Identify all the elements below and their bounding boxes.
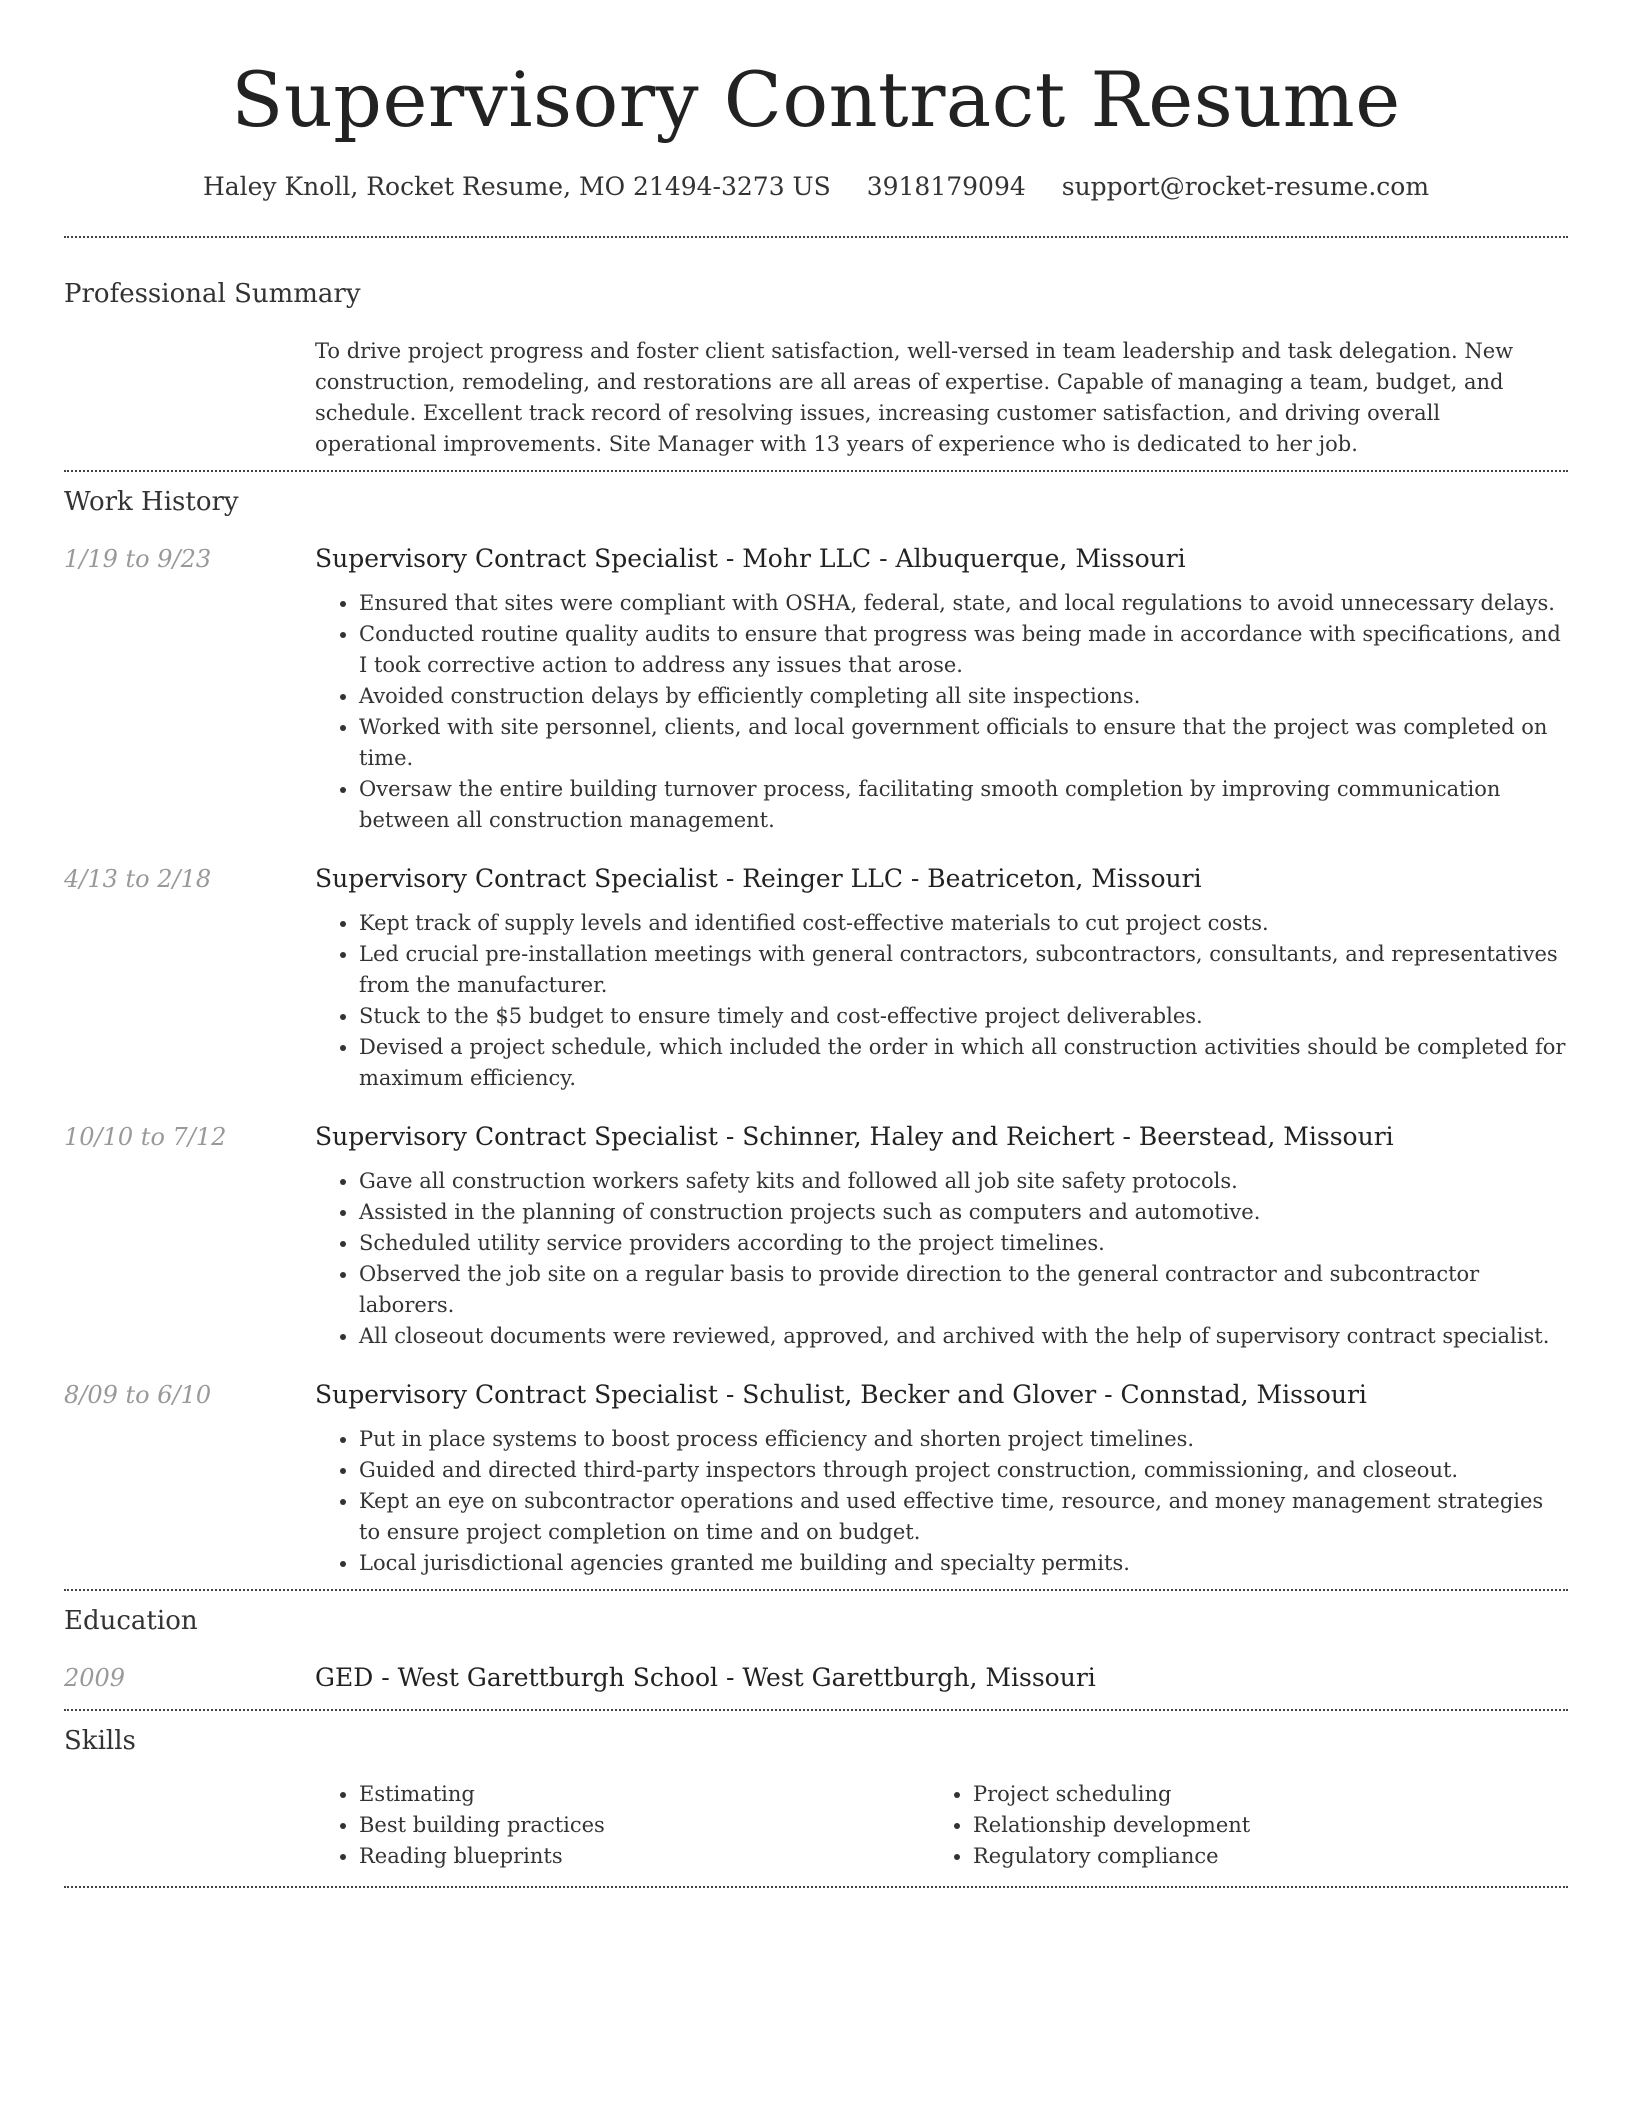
job-bullet: • Observed the job site on a regular basis to provide direction to the general contractor and subcontractor laborers. — [359, 1259, 1568, 1321]
education-heading: Education — [64, 1606, 198, 1636]
skill-item: • Estimating — [359, 1779, 929, 1810]
job-dates: 4/13 to 2/18 — [64, 865, 212, 893]
job-title: Supervisory Contract Specialist - Reinger LLC - Beatriceton, Missouri — [315, 864, 1202, 893]
summary-text: To drive project progress and foster client satisfaction, well-versed in team leadership and task delegation. New construction, remodeling, and restorations are all areas of expertise. Capable of managing a team, budget, and schedule. Excellent track record of resolving issues, increasing customer satisfaction, and driving overall operational improvements. Site Manager with 13 years of experience who is dedicated to her job. — [315, 339, 1514, 456]
contact-address: Haley Knoll, Rocket Resume, MO 21494-3273 US — [202, 172, 831, 201]
job-bullets — [315, 588, 1568, 836]
contact-email: support@rocket-resume.com — [1061, 172, 1430, 201]
job-bullet: • Avoided construction delays by efficiently completing all site inspections. — [359, 681, 1568, 712]
job-bullet: • Gave all construction workers safety kits and followed all job site safety protocols. — [359, 1166, 1568, 1197]
skill-item: • Regulatory compliance — [973, 1841, 1543, 1872]
job-bullet: • Kept an eye on subcontractor operations and used effective time, resource, and money management strategies to ensure project completion on time and on budget. — [359, 1486, 1568, 1548]
job-bullet: • Stuck to the $5 budget to ensure timely and cost-effective project deliverables. — [359, 1001, 1568, 1032]
job-bullet: • Scheduled utility service providers according to the project timelines. — [359, 1228, 1568, 1259]
job-bullet: • Guided and directed third-party inspectors through project construction, commissioning, and closeout. — [359, 1455, 1568, 1486]
job-bullet: • Oversaw the entire building turnover process, facilitating smooth completion by improving communication between all construction management. — [359, 774, 1568, 836]
summary-heading: Professional Summary — [64, 279, 361, 309]
job-bullet: • Put in place systems to boost process efficiency and shorten project timelines. — [359, 1424, 1568, 1455]
skill-item: • Best building practices — [359, 1810, 929, 1841]
job-title: Supervisory Contract Specialist - Schinner, Haley and Reichert - Beerstead, Missouri — [315, 1122, 1394, 1151]
skill-item: • Relationship development — [973, 1810, 1543, 1841]
skill-item: • Reading blueprints — [359, 1841, 929, 1872]
job-entry — [64, 1378, 1568, 1579]
job-bullet: • Conducted routine quality audits to ensure that progress was being made in accordance with specifications, and I took corrective action to address any issues that arose. — [359, 619, 1568, 681]
job-bullet: • Local jurisdictional agencies granted me building and specialty permits. — [359, 1548, 1568, 1579]
summary-section — [64, 238, 1568, 460]
skills-section — [64, 1711, 1568, 1872]
skills-heading: Skills — [64, 1726, 136, 1756]
job-dates: 8/09 to 6/10 — [64, 1381, 212, 1409]
job-dates: 10/10 to 7/12 — [64, 1123, 227, 1151]
skill-item: • Project scheduling — [973, 1779, 1543, 1810]
job-bullet: • Worked with site personnel, clients, and local government officials to ensure that the project was completed on time. — [359, 712, 1568, 774]
job-title: Supervisory Contract Specialist - Mohr LLC - Albuquerque, Missouri — [315, 544, 1186, 573]
job-bullets — [315, 1424, 1568, 1579]
contact-phone: 3918179094 — [866, 172, 1026, 201]
contact-line — [64, 170, 1568, 204]
job-bullet: • Assisted in the planning of construction projects such as computers and automotive. — [359, 1197, 1568, 1228]
skills-grid — [315, 1779, 1568, 1872]
job-list — [64, 542, 1568, 1579]
work-history-heading: Work History — [64, 487, 239, 517]
job-bullet: • Devised a project schedule, which included the order in which all construction activities should be completed for maximum efficiency. — [359, 1032, 1568, 1094]
skills-list-right — [929, 1779, 1543, 1872]
education-year: 2009 — [64, 1664, 126, 1692]
job-bullet: • Led crucial pre-installation meetings with general contractors, subcontractors, consultants, and representatives from the manufacturer. — [359, 939, 1568, 1001]
resume-page — [64, 0, 1568, 1888]
job-bullets — [315, 1166, 1568, 1352]
job-entry — [64, 1120, 1568, 1352]
job-bullets — [315, 908, 1568, 1094]
education-entry: GED - West Garettburgh School - West Garettburgh, Missouri — [315, 1663, 1096, 1692]
job-title: Supervisory Contract Specialist - Schulist, Becker and Glover - Connstad, Missouri — [315, 1380, 1367, 1409]
job-bullet: • All closeout documents were reviewed, approved, and archived with the help of supervisory contract specialist. — [359, 1321, 1568, 1352]
work-history-section — [64, 472, 1568, 1579]
skills-list-left — [315, 1779, 929, 1872]
job-bullet: • Kept track of supply levels and identified cost-effective materials to cut project costs. — [359, 908, 1568, 939]
job-entry — [64, 542, 1568, 836]
job-dates: 1/19 to 9/23 — [64, 545, 212, 573]
divider — [64, 1886, 1568, 1888]
job-bullet: • Ensured that sites were compliant with OSHA, federal, state, and local regulations to avoid unnecessary delays. — [359, 588, 1568, 619]
job-entry — [64, 862, 1568, 1094]
resume-title: Supervisory Contract Resume — [231, 55, 1401, 144]
education-section — [64, 1591, 1568, 1695]
